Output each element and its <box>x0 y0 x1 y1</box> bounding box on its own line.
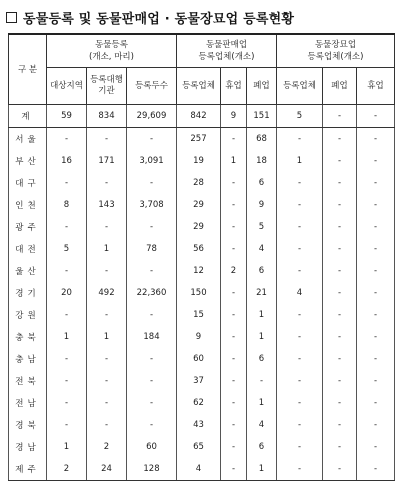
value-cell: 4 <box>277 282 323 304</box>
checkbox-square-icon <box>6 12 17 23</box>
value-cell: 6 <box>247 348 277 370</box>
value-cell: 68 <box>247 128 277 151</box>
value-cell: - <box>221 128 247 151</box>
value-cell: 60 <box>127 436 177 458</box>
value-cell: 143 <box>87 194 127 216</box>
header-group-line2: (개소, 마리) <box>89 52 134 62</box>
subheader-cell: 휴업 <box>357 68 395 105</box>
value-cell: - <box>221 414 247 436</box>
value-cell: - <box>87 172 127 194</box>
value-cell: 1 <box>87 326 127 348</box>
value-cell: - <box>277 392 323 414</box>
value-cell: - <box>357 458 395 481</box>
value-cell: 1 <box>247 304 277 326</box>
value-cell: - <box>323 370 357 392</box>
region-cell: 강원 <box>9 304 47 326</box>
value-cell: - <box>87 348 127 370</box>
value-cell: - <box>323 128 357 151</box>
region-cell: 대전 <box>9 238 47 260</box>
table-row <box>9 172 395 194</box>
value-cell: 4 <box>177 458 221 481</box>
value-cell: 2 <box>47 458 87 481</box>
value-cell: - <box>323 304 357 326</box>
table-row <box>9 238 395 260</box>
region-cell: 충남 <box>9 348 47 370</box>
value-cell: - <box>357 326 395 348</box>
value-cell: - <box>357 194 395 216</box>
subheader-cell: 등록대행 기관 <box>87 68 127 105</box>
value-cell: - <box>277 304 323 326</box>
header-group-line2: 등록업체(개소) <box>198 52 255 62</box>
value-cell: 257 <box>177 128 221 151</box>
value-cell: - <box>357 370 395 392</box>
value-cell: - <box>323 172 357 194</box>
value-cell: - <box>323 194 357 216</box>
value-cell: 1 <box>221 150 247 172</box>
value-cell: - <box>323 216 357 238</box>
value-cell: - <box>127 414 177 436</box>
value-cell: - <box>221 348 247 370</box>
value-cell: - <box>221 370 247 392</box>
value-cell: - <box>247 370 277 392</box>
value-cell: - <box>357 216 395 238</box>
value-cell: 29,609 <box>127 105 177 128</box>
value-cell: - <box>221 194 247 216</box>
value-cell: 1 <box>277 150 323 172</box>
header-group-funeral <box>277 34 395 68</box>
value-cell: 1 <box>247 392 277 414</box>
value-cell: - <box>357 150 395 172</box>
registration-status-table <box>8 33 395 481</box>
value-cell: 1 <box>247 326 277 348</box>
value-cell: - <box>221 326 247 348</box>
value-cell: 6 <box>247 260 277 282</box>
header-category: 구 분 <box>9 34 47 105</box>
value-cell: - <box>221 238 247 260</box>
table-header <box>9 34 395 105</box>
value-cell: - <box>357 238 395 260</box>
value-cell: - <box>357 436 395 458</box>
table-row <box>9 392 395 414</box>
region-cell: 전북 <box>9 370 47 392</box>
value-cell: 59 <box>47 105 87 128</box>
region-cell: 제주 <box>9 458 47 481</box>
value-cell: - <box>357 414 395 436</box>
value-cell: - <box>357 392 395 414</box>
value-cell: - <box>127 216 177 238</box>
value-cell: - <box>323 392 357 414</box>
header-group-line1: 동물등록 <box>95 40 128 50</box>
region-cell: 인천 <box>9 194 47 216</box>
value-cell: - <box>87 128 127 151</box>
value-cell: 22,360 <box>127 282 177 304</box>
table-row <box>9 436 395 458</box>
value-cell: - <box>221 282 247 304</box>
region-cell: 전남 <box>9 392 47 414</box>
table-row <box>9 216 395 238</box>
value-cell: - <box>221 458 247 481</box>
table-row <box>9 348 395 370</box>
value-cell: - <box>357 105 395 128</box>
value-cell: 842 <box>177 105 221 128</box>
value-cell: 5 <box>47 238 87 260</box>
value-cell: 184 <box>127 326 177 348</box>
value-cell: - <box>323 414 357 436</box>
value-cell: 492 <box>87 282 127 304</box>
region-cell: 경기 <box>9 282 47 304</box>
value-cell: 9 <box>221 105 247 128</box>
value-cell: 171 <box>87 150 127 172</box>
value-cell: - <box>127 172 177 194</box>
value-cell: - <box>277 436 323 458</box>
value-cell: - <box>357 172 395 194</box>
region-cell: 충북 <box>9 326 47 348</box>
value-cell: 43 <box>177 414 221 436</box>
table-row <box>9 326 395 348</box>
value-cell: 4 <box>247 414 277 436</box>
value-cell: - <box>277 326 323 348</box>
value-cell: - <box>277 370 323 392</box>
subheader-cell: 대상지역 <box>47 68 87 105</box>
value-cell: - <box>221 392 247 414</box>
subheader-row <box>9 68 395 105</box>
region-cell: 광주 <box>9 216 47 238</box>
table-row <box>9 304 395 326</box>
value-cell: 29 <box>177 194 221 216</box>
table-row <box>9 414 395 436</box>
value-cell: - <box>277 194 323 216</box>
region-cell: 계 <box>9 105 47 128</box>
value-cell: 6 <box>247 436 277 458</box>
value-cell: 151 <box>247 105 277 128</box>
value-cell: - <box>87 304 127 326</box>
value-cell: - <box>323 150 357 172</box>
value-cell: - <box>277 458 323 481</box>
value-cell: 1 <box>47 326 87 348</box>
value-cell: 28 <box>177 172 221 194</box>
region-cell: 부산 <box>9 150 47 172</box>
subheader-cell: 휴업 <box>221 68 247 105</box>
value-cell: 1 <box>47 436 87 458</box>
header-group-line1: 동물장묘업 <box>314 40 357 50</box>
value-cell: - <box>357 348 395 370</box>
value-cell: - <box>323 282 357 304</box>
value-cell: - <box>87 260 127 282</box>
value-cell: - <box>87 370 127 392</box>
value-cell: 18 <box>247 150 277 172</box>
value-cell: 4 <box>247 238 277 260</box>
table-row <box>9 128 395 151</box>
value-cell: - <box>87 392 127 414</box>
value-cell: 1 <box>87 238 127 260</box>
value-cell: - <box>47 260 87 282</box>
table-row <box>9 194 395 216</box>
value-cell: 9 <box>247 194 277 216</box>
value-cell: - <box>127 128 177 151</box>
region-cell: 울산 <box>9 260 47 282</box>
value-cell: - <box>277 128 323 151</box>
value-cell: - <box>221 216 247 238</box>
value-cell: - <box>323 348 357 370</box>
value-cell: 2 <box>87 436 127 458</box>
value-cell: 15 <box>177 304 221 326</box>
value-cell: - <box>127 260 177 282</box>
value-cell: 65 <box>177 436 221 458</box>
value-cell: - <box>277 216 323 238</box>
value-cell: 12 <box>177 260 221 282</box>
value-cell: 3,091 <box>127 150 177 172</box>
header-group-line1: 동물판매업 <box>205 40 248 50</box>
value-cell: - <box>47 128 87 151</box>
value-cell: - <box>127 392 177 414</box>
value-cell: - <box>47 414 87 436</box>
value-cell: - <box>87 216 127 238</box>
value-cell: - <box>357 128 395 151</box>
value-cell: 16 <box>47 150 87 172</box>
table-row <box>9 370 395 392</box>
value-cell: - <box>87 414 127 436</box>
value-cell: 6 <box>247 172 277 194</box>
value-cell: 5 <box>277 105 323 128</box>
value-cell: - <box>323 458 357 481</box>
value-cell: - <box>47 216 87 238</box>
value-cell: - <box>277 260 323 282</box>
value-cell: 56 <box>177 238 221 260</box>
header-group-pet-sales <box>177 34 277 68</box>
value-cell: - <box>357 260 395 282</box>
region-cell: 서울 <box>9 128 47 151</box>
value-cell: - <box>127 370 177 392</box>
value-cell: - <box>47 392 87 414</box>
value-cell: - <box>127 304 177 326</box>
header-group-line2: 등록업체(개소) <box>307 52 364 62</box>
table-body <box>9 105 395 481</box>
value-cell: 9 <box>177 326 221 348</box>
total-row <box>9 105 395 128</box>
value-cell: - <box>221 436 247 458</box>
value-cell: 3,708 <box>127 194 177 216</box>
value-cell: - <box>221 172 247 194</box>
region-cell: 대구 <box>9 172 47 194</box>
value-cell: - <box>277 238 323 260</box>
value-cell: 1 <box>247 458 277 481</box>
value-cell: 62 <box>177 392 221 414</box>
table-row <box>9 282 395 304</box>
value-cell: - <box>47 370 87 392</box>
value-cell: - <box>221 304 247 326</box>
subheader-cell: 등록업체 <box>277 68 323 105</box>
value-cell: - <box>47 348 87 370</box>
value-cell: 60 <box>177 348 221 370</box>
value-cell: - <box>357 304 395 326</box>
value-cell: 20 <box>47 282 87 304</box>
region-cell: 경남 <box>9 436 47 458</box>
value-cell: - <box>47 304 87 326</box>
value-cell: - <box>277 414 323 436</box>
value-cell: 5 <box>247 216 277 238</box>
value-cell: 19 <box>177 150 221 172</box>
table-row <box>9 458 395 481</box>
subheader-cell: 폐업 <box>247 68 277 105</box>
subheader-cell: 등록업체 <box>177 68 221 105</box>
region-cell: 경북 <box>9 414 47 436</box>
value-cell: - <box>323 436 357 458</box>
value-cell: - <box>47 172 87 194</box>
value-cell: 24 <box>87 458 127 481</box>
value-cell: - <box>277 172 323 194</box>
value-cell: - <box>323 326 357 348</box>
value-cell: - <box>357 282 395 304</box>
page-title <box>6 6 294 28</box>
value-cell: 8 <box>47 194 87 216</box>
table-row <box>9 150 395 172</box>
value-cell: 150 <box>177 282 221 304</box>
value-cell: 2 <box>221 260 247 282</box>
value-cell: 128 <box>127 458 177 481</box>
value-cell: - <box>277 348 323 370</box>
header-group-animal-registration <box>47 34 177 68</box>
value-cell: - <box>323 105 357 128</box>
value-cell: - <box>127 348 177 370</box>
subheader-cell: 등록두수 <box>127 68 177 105</box>
subheader-cell: 폐업 <box>323 68 357 105</box>
value-cell: 37 <box>177 370 221 392</box>
value-cell: 21 <box>247 282 277 304</box>
value-cell: - <box>323 238 357 260</box>
value-cell: - <box>323 260 357 282</box>
value-cell: 834 <box>87 105 127 128</box>
value-cell: 78 <box>127 238 177 260</box>
value-cell: 29 <box>177 216 221 238</box>
page-title-text: 동물등록 및 동물판매업 · 동물장묘업 등록현황 <box>23 11 295 27</box>
table-row <box>9 260 395 282</box>
